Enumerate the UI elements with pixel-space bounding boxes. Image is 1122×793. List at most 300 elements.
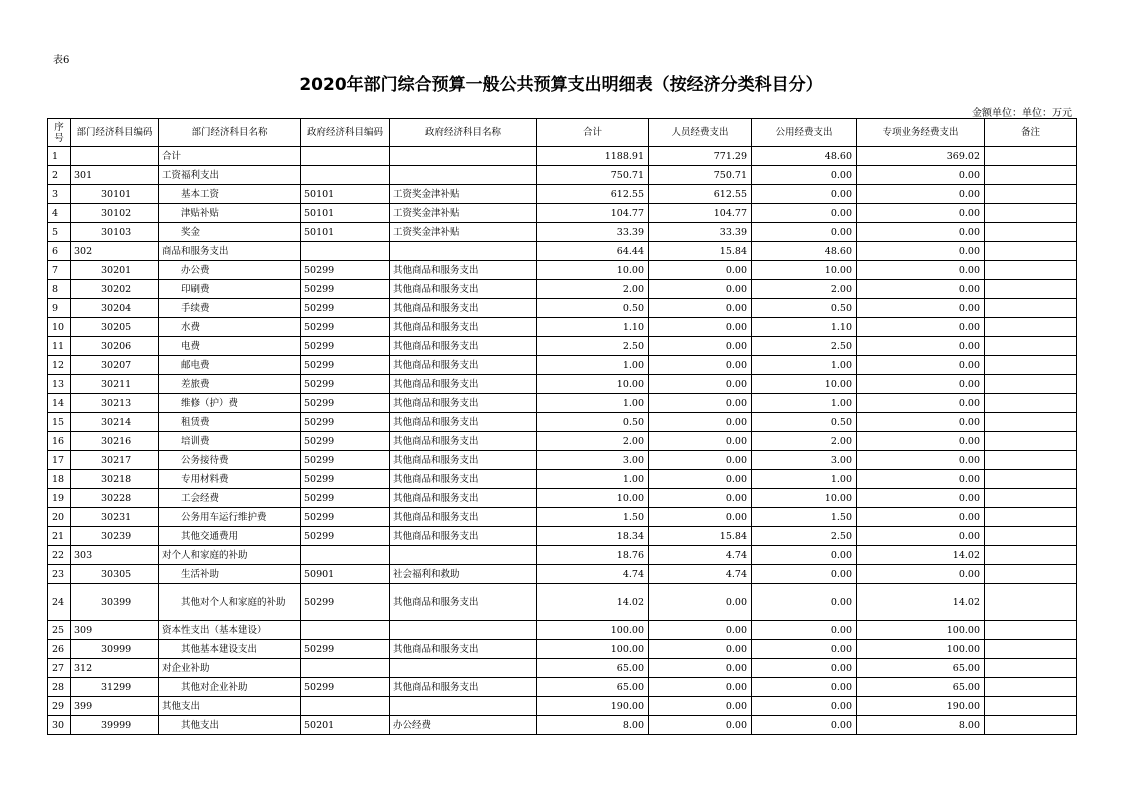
special-cell: 0.00 <box>857 565 985 584</box>
gov-name-cell: 其他商品和服务支出 <box>390 280 537 299</box>
total-cell: 18.76 <box>537 546 649 565</box>
gov-name-cell: 社会福利和救助 <box>390 565 537 584</box>
row-number-cell: 16 <box>48 432 71 451</box>
gov-code-cell: 50101 <box>301 223 390 242</box>
account-name-cell: 工会经费 <box>159 489 301 508</box>
header-cell: 合计 <box>537 119 649 147</box>
row-number-cell: 3 <box>48 185 71 204</box>
public-cell: 0.00 <box>752 223 857 242</box>
total-cell: 190.00 <box>537 697 649 716</box>
gov-name-cell <box>390 659 537 678</box>
special-cell: 369.02 <box>857 147 985 166</box>
account-name-cell: 其他对个人和家庭的补助 <box>159 584 301 621</box>
table-row <box>48 716 1077 735</box>
public-cell: 0.00 <box>752 584 857 621</box>
account-code-cell: 30103 <box>71 223 159 242</box>
row-number-cell: 29 <box>48 697 71 716</box>
public-cell: 2.00 <box>752 280 857 299</box>
gov-code-cell: 50101 <box>301 204 390 223</box>
total-cell: 14.02 <box>537 584 649 621</box>
account-name-cell: 租赁费 <box>159 413 301 432</box>
total-cell: 1.10 <box>537 318 649 337</box>
account-code-cell: 30206 <box>71 337 159 356</box>
header-cell: 序号 <box>48 119 71 147</box>
row-number-cell: 18 <box>48 470 71 489</box>
personnel-cell: 33.39 <box>649 223 752 242</box>
public-cell: 2.50 <box>752 337 857 356</box>
special-cell: 0.00 <box>857 508 985 527</box>
public-cell: 2.50 <box>752 527 857 546</box>
personnel-cell: 0.00 <box>649 659 752 678</box>
account-code-cell: 30205 <box>71 318 159 337</box>
personnel-cell: 0.00 <box>649 678 752 697</box>
total-cell: 1188.91 <box>537 147 649 166</box>
account-name-cell: 奖金 <box>159 223 301 242</box>
note-cell <box>985 185 1077 204</box>
account-name-cell: 公务用车运行维护费 <box>159 508 301 527</box>
gov-name-cell: 工资奖金津补贴 <box>390 223 537 242</box>
note-cell <box>985 223 1077 242</box>
note-cell <box>985 508 1077 527</box>
gov-code-cell <box>301 697 390 716</box>
gov-name-cell: 工资奖金津补贴 <box>390 185 537 204</box>
note-cell <box>985 584 1077 621</box>
gov-name-cell: 其他商品和服务支出 <box>390 451 537 470</box>
account-code-cell: 30214 <box>71 413 159 432</box>
account-code-cell: 30999 <box>71 640 159 659</box>
personnel-cell: 15.84 <box>649 242 752 261</box>
special-cell: 0.00 <box>857 470 985 489</box>
row-number-cell: 9 <box>48 299 71 318</box>
gov-code-cell: 50299 <box>301 451 390 470</box>
public-cell: 0.50 <box>752 299 857 318</box>
gov-code-cell: 50299 <box>301 337 390 356</box>
account-name-cell: 手续费 <box>159 299 301 318</box>
total-cell: 1.00 <box>537 470 649 489</box>
personnel-cell: 0.00 <box>649 318 752 337</box>
table-row <box>48 565 1077 584</box>
special-cell: 65.00 <box>857 678 985 697</box>
gov-name-cell: 其他商品和服务支出 <box>390 678 537 697</box>
public-cell: 0.00 <box>752 640 857 659</box>
table-row <box>48 432 1077 451</box>
note-cell <box>985 337 1077 356</box>
note-cell <box>985 299 1077 318</box>
personnel-cell: 0.00 <box>649 280 752 299</box>
account-code-cell: 30305 <box>71 565 159 584</box>
total-cell: 8.00 <box>537 716 649 735</box>
total-cell: 1.50 <box>537 508 649 527</box>
table-row <box>48 394 1077 413</box>
personnel-cell: 0.00 <box>649 375 752 394</box>
table-row <box>48 527 1077 546</box>
gov-code-cell <box>301 546 390 565</box>
public-cell: 0.00 <box>752 697 857 716</box>
account-name-cell: 工资福利支出 <box>159 166 301 185</box>
table-row <box>48 166 1077 185</box>
gov-name-cell <box>390 697 537 716</box>
gov-code-cell: 50101 <box>301 185 390 204</box>
account-code-cell <box>71 147 159 166</box>
table-row <box>48 697 1077 716</box>
gov-name-cell: 办公经费 <box>390 716 537 735</box>
public-cell: 2.00 <box>752 432 857 451</box>
total-cell: 2.00 <box>537 280 649 299</box>
public-cell: 3.00 <box>752 451 857 470</box>
personnel-cell: 0.00 <box>649 621 752 640</box>
total-cell: 612.55 <box>537 185 649 204</box>
gov-name-cell: 其他商品和服务支出 <box>390 356 537 375</box>
account-name-cell: 印刷费 <box>159 280 301 299</box>
account-name-cell: 公务接待费 <box>159 451 301 470</box>
note-cell <box>985 413 1077 432</box>
public-cell: 0.00 <box>752 185 857 204</box>
note-cell <box>985 242 1077 261</box>
account-code-cell: 39999 <box>71 716 159 735</box>
public-cell: 0.00 <box>752 166 857 185</box>
gov-name-cell: 其他商品和服务支出 <box>390 337 537 356</box>
account-name-cell: 对企业补助 <box>159 659 301 678</box>
gov-name-cell: 其他商品和服务支出 <box>390 489 537 508</box>
total-cell: 2.00 <box>537 432 649 451</box>
note-cell <box>985 621 1077 640</box>
row-number-cell: 27 <box>48 659 71 678</box>
note-cell <box>985 318 1077 337</box>
account-code-cell: 30101 <box>71 185 159 204</box>
note-cell <box>985 261 1077 280</box>
special-cell: 8.00 <box>857 716 985 735</box>
public-cell: 0.50 <box>752 413 857 432</box>
special-cell: 14.02 <box>857 546 985 565</box>
total-cell: 10.00 <box>537 261 649 280</box>
public-cell: 48.60 <box>752 147 857 166</box>
personnel-cell: 0.00 <box>649 508 752 527</box>
row-number-cell: 22 <box>48 546 71 565</box>
note-cell <box>985 147 1077 166</box>
personnel-cell: 612.55 <box>649 185 752 204</box>
note-cell <box>985 470 1077 489</box>
account-code-cell: 30211 <box>71 375 159 394</box>
account-code-cell: 399 <box>71 697 159 716</box>
gov-name-cell: 其他商品和服务支出 <box>390 508 537 527</box>
account-code-cell: 30228 <box>71 489 159 508</box>
account-code-cell: 30217 <box>71 451 159 470</box>
account-code-cell: 30207 <box>71 356 159 375</box>
account-name-cell: 其他基本建设支出 <box>159 640 301 659</box>
note-cell <box>985 527 1077 546</box>
table-row <box>48 640 1077 659</box>
row-number-cell: 8 <box>48 280 71 299</box>
gov-code-cell: 50299 <box>301 394 390 413</box>
table-row <box>48 185 1077 204</box>
gov-code-cell <box>301 147 390 166</box>
gov-code-cell <box>301 242 390 261</box>
gov-code-cell: 50299 <box>301 584 390 621</box>
table-row <box>48 508 1077 527</box>
note-cell <box>985 375 1077 394</box>
account-name-cell: 水费 <box>159 318 301 337</box>
gov-code-cell: 50299 <box>301 413 390 432</box>
gov-name-cell: 其他商品和服务支出 <box>390 413 537 432</box>
public-cell: 10.00 <box>752 375 857 394</box>
special-cell: 0.00 <box>857 261 985 280</box>
account-code-cell: 302 <box>71 242 159 261</box>
row-number-cell: 12 <box>48 356 71 375</box>
personnel-cell: 4.74 <box>649 565 752 584</box>
total-cell: 2.50 <box>537 337 649 356</box>
account-name-cell: 差旅费 <box>159 375 301 394</box>
table-row <box>48 489 1077 508</box>
account-code-cell: 30102 <box>71 204 159 223</box>
personnel-cell: 104.77 <box>649 204 752 223</box>
public-cell: 1.50 <box>752 508 857 527</box>
note-cell <box>985 204 1077 223</box>
note-cell <box>985 678 1077 697</box>
public-cell: 1.00 <box>752 394 857 413</box>
public-cell: 1.00 <box>752 356 857 375</box>
row-number-cell: 11 <box>48 337 71 356</box>
gov-code-cell <box>301 659 390 678</box>
note-cell <box>985 565 1077 584</box>
note-cell <box>985 166 1077 185</box>
total-cell: 100.00 <box>537 640 649 659</box>
gov-name-cell: 工资奖金津补贴 <box>390 204 537 223</box>
public-cell: 0.00 <box>752 659 857 678</box>
header-cell: 部门经济科目名称 <box>159 119 301 147</box>
gov-name-cell: 其他商品和服务支出 <box>390 527 537 546</box>
table-row <box>48 413 1077 432</box>
account-name-cell: 基本工资 <box>159 185 301 204</box>
special-cell: 0.00 <box>857 204 985 223</box>
gov-name-cell: 其他商品和服务支出 <box>390 375 537 394</box>
table-row <box>48 204 1077 223</box>
total-cell: 750.71 <box>537 166 649 185</box>
row-number-cell: 15 <box>48 413 71 432</box>
row-number-cell: 5 <box>48 223 71 242</box>
row-number-cell: 19 <box>48 489 71 508</box>
special-cell: 0.00 <box>857 318 985 337</box>
gov-name-cell <box>390 147 537 166</box>
table-row <box>48 147 1077 166</box>
note-cell <box>985 394 1077 413</box>
gov-code-cell: 50299 <box>301 375 390 394</box>
account-code-cell: 30204 <box>71 299 159 318</box>
total-cell: 100.00 <box>537 621 649 640</box>
table-row <box>48 356 1077 375</box>
gov-name-cell <box>390 166 537 185</box>
expenditure-table <box>47 118 1077 735</box>
table-row <box>48 451 1077 470</box>
public-cell: 0.00 <box>752 678 857 697</box>
account-code-cell: 30216 <box>71 432 159 451</box>
total-cell: 1.00 <box>537 356 649 375</box>
note-cell <box>985 432 1077 451</box>
total-cell: 64.44 <box>537 242 649 261</box>
row-number-cell: 26 <box>48 640 71 659</box>
row-number-cell: 13 <box>48 375 71 394</box>
account-name-cell: 其他对企业补助 <box>159 678 301 697</box>
personnel-cell: 0.00 <box>649 337 752 356</box>
gov-code-cell <box>301 621 390 640</box>
note-cell <box>985 697 1077 716</box>
gov-name-cell <box>390 546 537 565</box>
note-cell <box>985 356 1077 375</box>
header-cell: 政府经济科目编码 <box>301 119 390 147</box>
total-cell: 0.50 <box>537 299 649 318</box>
row-number-cell: 24 <box>48 584 71 621</box>
personnel-cell: 771.29 <box>649 147 752 166</box>
table-row <box>48 678 1077 697</box>
gov-code-cell: 50201 <box>301 716 390 735</box>
special-cell: 0.00 <box>857 451 985 470</box>
header-cell: 公用经费支出 <box>752 119 857 147</box>
special-cell: 0.00 <box>857 185 985 204</box>
gov-code-cell: 50299 <box>301 640 390 659</box>
special-cell: 0.00 <box>857 356 985 375</box>
public-cell: 0.00 <box>752 716 857 735</box>
public-cell: 48.60 <box>752 242 857 261</box>
gov-name-cell: 其他商品和服务支出 <box>390 318 537 337</box>
account-code-cell: 30213 <box>71 394 159 413</box>
special-cell: 0.00 <box>857 432 985 451</box>
gov-code-cell: 50299 <box>301 508 390 527</box>
row-number-cell: 20 <box>48 508 71 527</box>
gov-code-cell: 50299 <box>301 489 390 508</box>
row-number-cell: 2 <box>48 166 71 185</box>
row-number-cell: 17 <box>48 451 71 470</box>
gov-name-cell <box>390 621 537 640</box>
gov-code-cell: 50299 <box>301 432 390 451</box>
gov-code-cell: 50299 <box>301 280 390 299</box>
special-cell: 0.00 <box>857 489 985 508</box>
account-code-cell: 303 <box>71 546 159 565</box>
special-cell: 0.00 <box>857 299 985 318</box>
personnel-cell: 0.00 <box>649 413 752 432</box>
personnel-cell: 0.00 <box>649 261 752 280</box>
header-row <box>48 119 1077 147</box>
account-code-cell: 30218 <box>71 470 159 489</box>
special-cell: 0.00 <box>857 280 985 299</box>
table-row <box>48 659 1077 678</box>
special-cell: 65.00 <box>857 659 985 678</box>
total-cell: 65.00 <box>537 659 649 678</box>
gov-code-cell: 50299 <box>301 299 390 318</box>
account-name-cell: 合计 <box>159 147 301 166</box>
header-cell: 专项业务经费支出 <box>857 119 985 147</box>
account-name-cell: 办公费 <box>159 261 301 280</box>
personnel-cell: 0.00 <box>649 356 752 375</box>
total-cell: 4.74 <box>537 565 649 584</box>
row-number-cell: 10 <box>48 318 71 337</box>
table-number: 表6 <box>53 55 70 66</box>
special-cell: 100.00 <box>857 621 985 640</box>
personnel-cell: 15.84 <box>649 527 752 546</box>
gov-name-cell <box>390 242 537 261</box>
account-name-cell: 维修（护）费 <box>159 394 301 413</box>
gov-name-cell: 其他商品和服务支出 <box>390 640 537 659</box>
note-cell <box>985 280 1077 299</box>
gov-code-cell: 50299 <box>301 678 390 697</box>
personnel-cell: 750.71 <box>649 166 752 185</box>
account-code-cell: 312 <box>71 659 159 678</box>
total-cell: 104.77 <box>537 204 649 223</box>
account-name-cell: 对个人和家庭的补助 <box>159 546 301 565</box>
table-row <box>48 375 1077 394</box>
special-cell: 14.02 <box>857 584 985 621</box>
gov-code-cell: 50299 <box>301 261 390 280</box>
personnel-cell: 0.00 <box>649 697 752 716</box>
special-cell: 0.00 <box>857 223 985 242</box>
gov-name-cell: 其他商品和服务支出 <box>390 299 537 318</box>
row-number-cell: 30 <box>48 716 71 735</box>
public-cell: 0.00 <box>752 565 857 584</box>
note-cell <box>985 716 1077 735</box>
table-row <box>48 261 1077 280</box>
personnel-cell: 0.00 <box>649 640 752 659</box>
personnel-cell: 0.00 <box>649 470 752 489</box>
public-cell: 0.00 <box>752 204 857 223</box>
personnel-cell: 0.00 <box>649 716 752 735</box>
table-row <box>48 318 1077 337</box>
account-code-cell: 30231 <box>71 508 159 527</box>
account-name-cell: 商品和服务支出 <box>159 242 301 261</box>
special-cell: 0.00 <box>857 242 985 261</box>
table-row <box>48 546 1077 565</box>
gov-code-cell: 50299 <box>301 318 390 337</box>
gov-name-cell: 其他商品和服务支出 <box>390 432 537 451</box>
table-row <box>48 584 1077 621</box>
account-name-cell: 培训费 <box>159 432 301 451</box>
gov-code-cell: 50299 <box>301 470 390 489</box>
personnel-cell: 0.00 <box>649 432 752 451</box>
special-cell: 0.00 <box>857 394 985 413</box>
note-cell <box>985 451 1077 470</box>
account-code-cell: 30399 <box>71 584 159 621</box>
account-code-cell: 309 <box>71 621 159 640</box>
personnel-cell: 4.74 <box>649 546 752 565</box>
account-code-cell: 31299 <box>71 678 159 697</box>
total-cell: 3.00 <box>537 451 649 470</box>
total-cell: 10.00 <box>537 489 649 508</box>
row-number-cell: 1 <box>48 147 71 166</box>
special-cell: 0.00 <box>857 413 985 432</box>
account-code-cell: 30239 <box>71 527 159 546</box>
account-name-cell: 电费 <box>159 337 301 356</box>
special-cell: 0.00 <box>857 337 985 356</box>
total-cell: 65.00 <box>537 678 649 697</box>
total-cell: 0.50 <box>537 413 649 432</box>
gov-code-cell: 50901 <box>301 565 390 584</box>
personnel-cell: 0.00 <box>649 489 752 508</box>
gov-name-cell: 其他商品和服务支出 <box>390 394 537 413</box>
table-row <box>48 621 1077 640</box>
account-code-cell: 30201 <box>71 261 159 280</box>
account-code-cell: 30202 <box>71 280 159 299</box>
total-cell: 18.34 <box>537 527 649 546</box>
account-name-cell: 其他支出 <box>159 716 301 735</box>
table-row <box>48 337 1077 356</box>
gov-name-cell: 其他商品和服务支出 <box>390 261 537 280</box>
row-number-cell: 25 <box>48 621 71 640</box>
gov-name-cell: 其他商品和服务支出 <box>390 470 537 489</box>
row-number-cell: 4 <box>48 204 71 223</box>
table-row <box>48 280 1077 299</box>
public-cell: 10.00 <box>752 489 857 508</box>
table-row <box>48 223 1077 242</box>
public-cell: 0.00 <box>752 546 857 565</box>
public-cell: 0.00 <box>752 621 857 640</box>
personnel-cell: 0.00 <box>649 451 752 470</box>
